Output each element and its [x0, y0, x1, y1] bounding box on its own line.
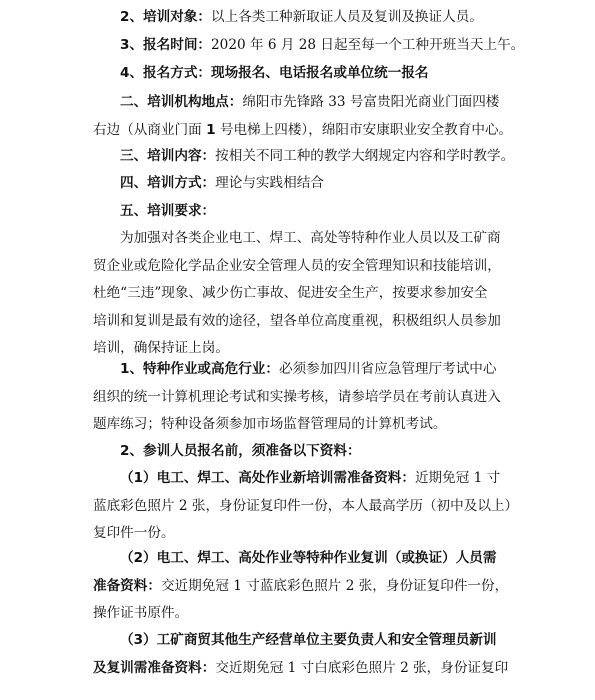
paragraph-registration-time — [93, 32, 525, 60]
heading-new-training-materials: （1）电工、焊工、高处作业新培训需准备资料： — [120, 470, 415, 486]
paragraph-registration-method — [93, 60, 515, 88]
text-special-operations-2: 组织的统一计算机理论考试和实操考核，请参培学员在考前认真进入 — [93, 388, 501, 405]
heading-registration-method: 4、报名方式：现场报名、电话报名或单位统一报名 — [120, 65, 429, 81]
text-registration-time: 2020 年 6 月 28 日起至每一个工种开班当天上午。 — [211, 37, 525, 53]
text-retraining-3: 操作证书原件。 — [93, 605, 189, 621]
body-line-3: 杜绝“三违”现象、减少伤亡事故、促进安全生产，按要求参加安全 — [93, 285, 488, 301]
text-training-location-2a: 右边（从商业门面 — [93, 121, 202, 138]
body-line-5: 培训，确保持证上岗。 — [93, 340, 229, 356]
paragraph-materials-heading — [93, 438, 515, 466]
heading-special-operations: 1、特种作业或高危行业： — [120, 361, 279, 377]
heading-retraining-2: 准备资料： — [93, 577, 161, 594]
text-special-operations-3: 题库练习；特种设备须参加市场监督管理局的计算机考试。 — [93, 416, 447, 432]
heading-registration-time: 3、报名时间： — [120, 37, 212, 53]
heading-training-requirements: 五、培训要求： — [120, 203, 216, 219]
text-training-method: 理论与实践相结合 — [215, 175, 324, 191]
text-training-targets: 以上各类工种新取证人员及复训及换证人员。 — [211, 9, 483, 25]
heading-manager-2: 及复训需准备资料： — [93, 659, 216, 676]
paragraph-requirements-body — [93, 225, 515, 363]
paragraph-training-method — [93, 170, 515, 198]
text-training-location-2c: 号电梯上四楼），绵阳市安康职业安全教育中心。 — [219, 121, 513, 138]
body-line-4: 培训和复训是最有效的途径，望各单位高度重视，积极组织人员参加 — [93, 312, 501, 329]
text-manager-2: 交近期免冠 1 寸白底彩色照片 2 张，身份证复印 — [215, 659, 509, 676]
paragraph-training-requirements — [93, 198, 515, 226]
text-training-location-2b: 1 — [206, 121, 216, 138]
heading-training-method: 四、培训方式： — [120, 175, 216, 191]
text-training-content: 按相关不同工种的教学大纲规定内容和学时教学。 — [215, 148, 515, 164]
body-line-1: 为加强对各类企业电工、焊工、高处等特种作业人员以及工矿商 — [120, 230, 501, 246]
heading-manager-1: （3）工矿商贸其他生产经营单位主要负责人和安全管理员新训 — [120, 632, 497, 648]
body-line-2: 贸企业或危险化学品企业安全管理人员的安全管理知识和技能培训， — [93, 257, 501, 274]
paragraph-training-location — [93, 89, 515, 144]
paragraph-training-content — [93, 143, 515, 171]
paragraph-retraining-materials — [93, 545, 515, 628]
text-new-training-1: 近期免冠 1 寸 — [414, 470, 501, 486]
paragraph-training-targets — [93, 4, 515, 32]
text-new-training-2: 蓝底彩色照片 2 张，身份证复印件一份，本人最高学历（初中及以上） — [93, 497, 519, 514]
text-new-training-3: 复印件一份。 — [93, 525, 175, 541]
heading-materials: 2、参训人员报名前，须准备以下资料： — [120, 443, 361, 459]
heading-retraining-1: （2）电工、焊工、高处作业等特种作业复训（或换证）人员需 — [120, 550, 497, 566]
heading-training-content: 三、培训内容： — [120, 148, 216, 164]
paragraph-special-operations — [93, 356, 515, 439]
heading-training-location: 二、培训机构地点： — [120, 94, 243, 110]
text-training-location-1: 绵阳市先锋路 33 号富贵阳光商业门面四楼 — [242, 94, 500, 110]
paragraph-manager-materials — [93, 627, 515, 682]
text-special-operations-1: 必须参加四川省应急管理厅考试中心 — [279, 361, 497, 377]
heading-training-targets: 2、培训对象： — [120, 9, 212, 25]
paragraph-new-training-materials — [93, 465, 519, 548]
text-retraining-2: 交近期免冠 1 寸蓝底彩色照片 2 张，身份证复印件一份， — [160, 577, 509, 594]
